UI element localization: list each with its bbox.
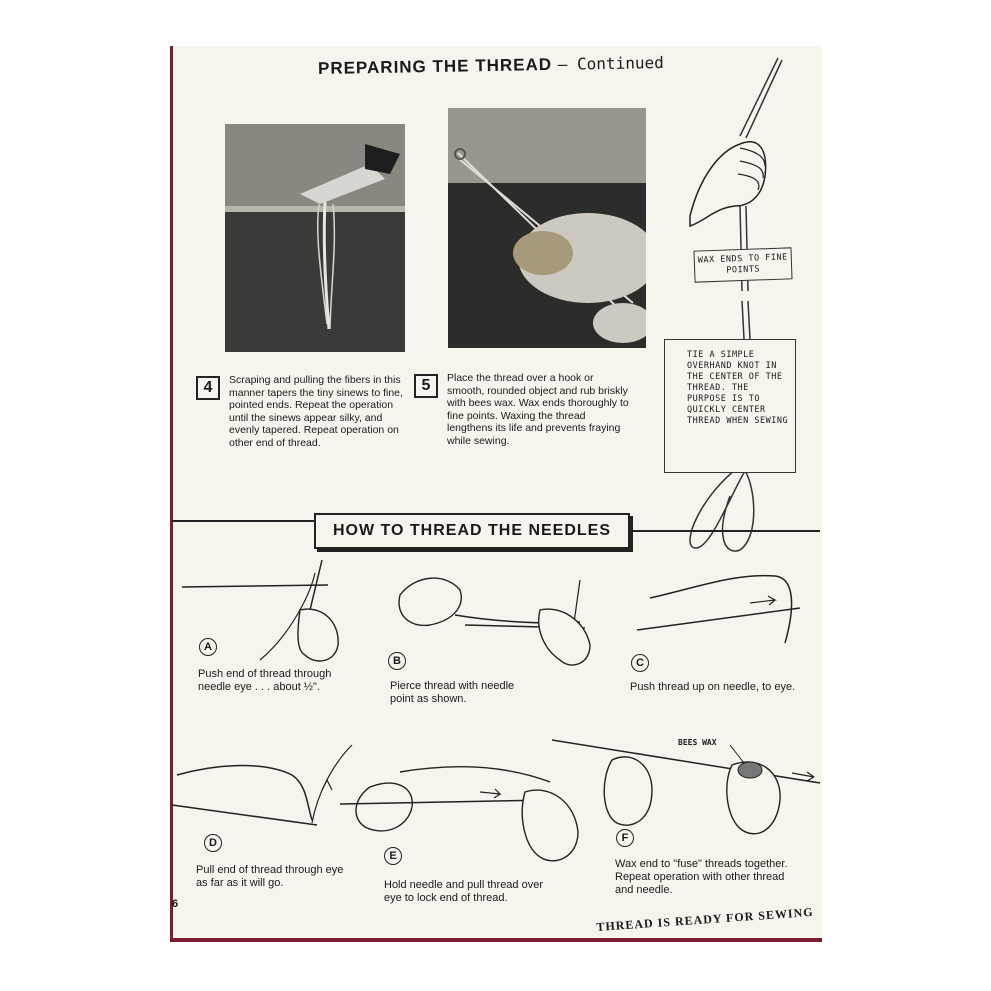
waxing-illustration	[448, 108, 646, 348]
illustration-b	[385, 570, 605, 670]
hand-holding-thread-drawing	[670, 56, 820, 556]
step-4-text: Scraping and pulling the fibers in this manner tapers the tiny sinews to fine, pointed ends. Repeat the operation until the sinews appear silky, and evenly tapered. Repeat operation on other end of thread.	[229, 374, 403, 449]
illustration-c	[635, 568, 810, 648]
step-4-number: 4	[196, 376, 220, 400]
section-rule-right	[630, 530, 820, 532]
step-c-caption: Push thread up on needle, to eye.	[630, 681, 796, 693]
step-d-caption: Pull end of thread through eye as far as it will go.	[196, 864, 344, 889]
step-b-letter: B	[388, 652, 406, 670]
step-f-letter: F	[616, 829, 634, 847]
section-rule-left	[172, 520, 314, 522]
page-number: 6	[172, 898, 179, 910]
bees-wax-label: BEES WAX	[678, 738, 717, 747]
note-overhand-knot: TIE A SIMPLE OVERHAND KNOT IN THE CENTER OF THE THREAD. THE PURPOSE IS TO QUICKLY CENTER THREAD WHEN SEWING	[664, 339, 796, 473]
footer-text: THREAD IS READY FOR SEWING	[595, 904, 814, 935]
note-wax-ends: WAX ENDS TO FINE POINTS	[693, 247, 792, 282]
illustration-d	[172, 745, 357, 835]
photo-scraping-fibers	[225, 124, 405, 352]
title-continued: – Continued	[557, 52, 664, 74]
step-a-letter: A	[199, 638, 217, 656]
step-e-letter: E	[384, 847, 402, 865]
section-banner: HOW TO THREAD THE NEEDLES	[314, 513, 630, 549]
step-e-caption: Hold needle and pull thread over eye to lock end of thread.	[384, 879, 544, 904]
step-5-number: 5	[414, 374, 438, 398]
scraping-illustration	[225, 124, 405, 352]
step-b-caption: Pierce thread with needle point as shown.	[390, 680, 515, 705]
step-f-caption: Wax end to "fuse" threads together. Repeat operation with other thread and needle.	[615, 858, 788, 896]
photo-waxing-thread	[448, 108, 646, 348]
step-5-text: Place the thread over a hook or smooth, rounded object and rub briskly with bees wax. Wax ends thoroughly to fine points. Waxing the thread lengthens its life and prevents fraying while sewing.	[447, 372, 629, 447]
illustration-f	[552, 735, 822, 845]
step-c-letter: C	[631, 654, 649, 672]
step-a-caption: Push end of thread through needle eye . . . about ½".	[198, 668, 332, 693]
title-text: PREPARING THE THREAD	[317, 54, 553, 79]
step-d-letter: D	[204, 834, 222, 852]
